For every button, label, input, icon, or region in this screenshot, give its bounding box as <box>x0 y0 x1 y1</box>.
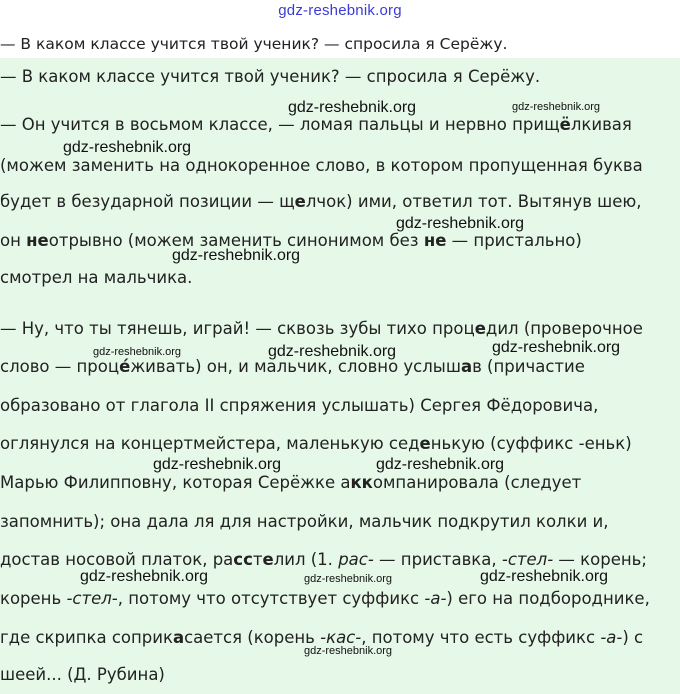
text-segment: образовано от глагола II спряжения услышать) Сергея Фёдоровича, <box>0 396 599 415</box>
highlighted-letter: кк <box>350 473 373 492</box>
text-segment: дил (проверочное <box>485 319 643 338</box>
watermark: gdz-reshebnik.org <box>376 456 505 473</box>
text-segment: , потому что отсутствует суффикс <box>117 589 425 608</box>
text-segment: (можем заменить на однокоренное слово, в котором пропущенная буква <box>0 156 643 175</box>
highlighted-letter: е <box>419 434 431 453</box>
text-segment: — корень; <box>553 550 647 569</box>
answer-line <box>0 155 643 177</box>
text-segment: — пристально) <box>446 231 582 250</box>
text-segment: корень <box>0 589 67 608</box>
text-segment: нькую (суффикс -еньк) <box>430 434 632 453</box>
highlighted-letter: е́ <box>119 357 131 376</box>
intro-line: — В каком классе учится твой ученик? — спросила я Серёжу. <box>0 35 508 53</box>
watermark: gdz-reshebnik.org <box>492 339 621 356</box>
text-segment: смотрел на мальчика. <box>0 268 193 287</box>
highlighted-letter: е <box>262 550 274 569</box>
text-segment: слово — проц <box>0 357 120 376</box>
watermark: gdz-reshebnik.org <box>304 645 393 657</box>
site-watermark-header: gdz-reshebnik.org <box>278 2 402 19</box>
text-segment: отрывно (можем заменить синонимом без <box>48 231 424 250</box>
text-segment: т <box>252 550 263 569</box>
highlighted-letter: е <box>474 319 486 338</box>
text-segment: лкивая <box>570 115 632 134</box>
morpheme-fragment: -стел- <box>501 550 554 569</box>
morpheme-fragment: -а- <box>600 628 623 647</box>
text-segment: лил (1. <box>273 550 339 569</box>
morpheme-fragment: рас- <box>338 550 374 569</box>
watermark: gdz-reshebnik.org <box>480 568 609 585</box>
answer-line <box>0 395 598 417</box>
text-segment: — В каком классе учится твой ученик? — спросила я Серёжу. <box>0 67 541 86</box>
highlighted-letter: не <box>423 231 447 250</box>
answer-line <box>0 472 581 494</box>
text-segment: ) его на подбороднике, <box>446 589 650 608</box>
text-segment: — приставка, <box>373 550 502 569</box>
answer-line <box>0 511 609 533</box>
highlighted-letter: а <box>172 628 185 647</box>
watermark: gdz-reshebnik.org <box>80 568 209 585</box>
highlighted-letter: не <box>26 231 49 250</box>
answer-line <box>0 191 642 213</box>
text-segment: запомнить); она дала ля для настройки, мальчик подкрутил колки и, <box>0 512 609 531</box>
answer-line <box>0 588 650 610</box>
watermark: gdz-reshebnik.org <box>172 247 301 264</box>
text-segment: он <box>0 231 27 250</box>
text-segment: живать) он, и мальчик, словно услыш <box>130 357 461 376</box>
text-segment: будет в безударной позиции — щ <box>0 192 295 211</box>
morpheme-fragment: -стел- <box>66 589 118 608</box>
watermark: gdz-reshebnik.org <box>153 456 282 473</box>
watermark: gdz-reshebnik.org <box>93 346 182 358</box>
answer-line <box>0 433 632 455</box>
text-segment: Марью Филипповну, которая Серёжке а <box>0 473 351 492</box>
watermark: gdz-reshebnik.org <box>63 139 192 156</box>
text-segment: где скрипка соприк <box>0 628 173 647</box>
text-segment: сается (корень <box>184 628 321 647</box>
answer-line <box>0 664 165 686</box>
watermark: gdz-reshebnik.org <box>396 215 525 232</box>
watermark: gdz-reshebnik.org <box>512 101 601 113</box>
text-segment: — Он учится в восьмом классе, — ломая пальцы и нервно прищ <box>0 115 560 134</box>
text-segment: — Ну, что ты тянешь, играй! — сквозь зубы тихо проц <box>0 319 475 338</box>
text-segment: в (причастие <box>472 357 585 376</box>
text-segment: омпанировала (следует <box>372 473 582 492</box>
highlighted-letter: ё <box>559 115 571 134</box>
text-segment: , потому что есть суффикс <box>361 628 601 647</box>
answer-line <box>0 114 632 136</box>
watermark: gdz-reshebnik.org <box>288 99 417 116</box>
highlighted-letter: е <box>294 192 306 211</box>
highlighted-letter: а <box>460 357 473 376</box>
answer-line <box>0 267 192 289</box>
text-segment: лчок) ими, ответил тот. Вытянув шею, <box>305 192 642 211</box>
text-segment: шеей... (Д. Рубина) <box>0 665 165 684</box>
morpheme-fragment: -а- <box>424 589 447 608</box>
text-segment: достав носовой платок, ра <box>0 550 234 569</box>
highlighted-letter: сс <box>233 550 253 569</box>
text-segment: оглянулся на концертмейстера, маленькую сед <box>0 434 420 453</box>
watermark: gdz-reshebnik.org <box>268 343 397 360</box>
text-segment: ) с <box>622 628 644 647</box>
watermark: gdz-reshebnik.org <box>304 573 393 585</box>
answer-line <box>0 66 540 88</box>
morpheme-fragment: -кас- <box>320 628 362 647</box>
answer-line <box>0 318 643 340</box>
